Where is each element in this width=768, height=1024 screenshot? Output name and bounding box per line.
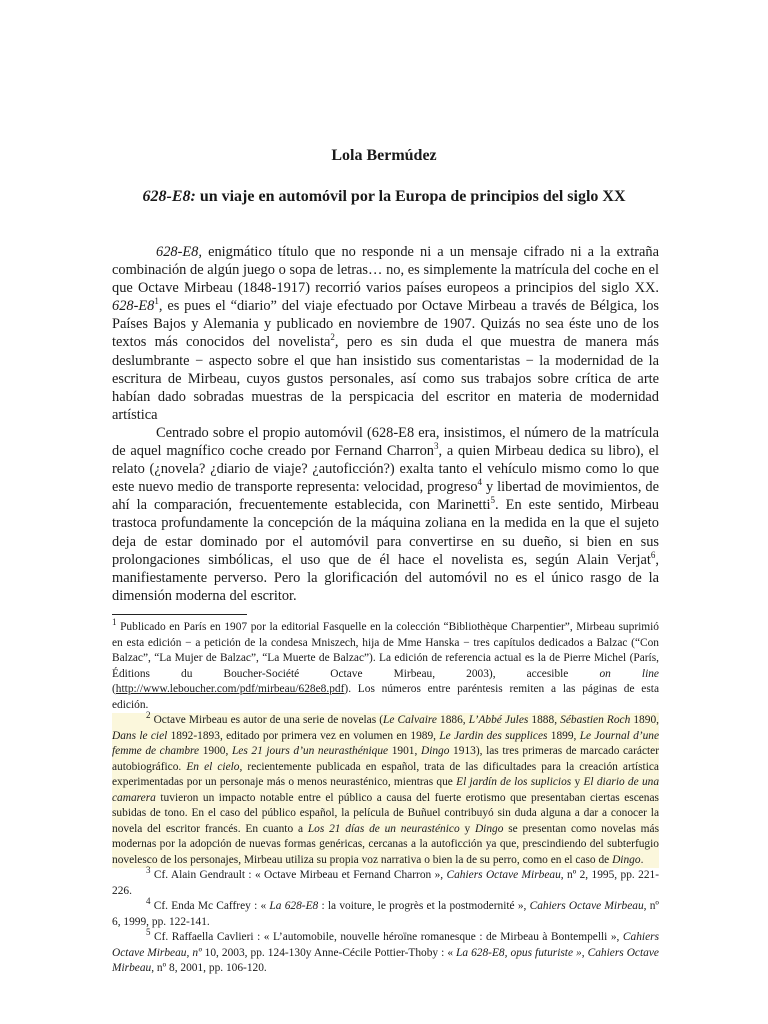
footnote-ref-6[interactable]: 6 [650, 549, 656, 560]
body-paragraph-2 [112, 424, 659, 605]
text-run: , nº 8, 2001, pp. 106-120. [151, 962, 267, 974]
italic-text: 628-E8, [156, 244, 202, 260]
italic-text: Los 21 días de un neurasténico [307, 822, 460, 835]
footnote-ref-4[interactable]: 4 [477, 477, 483, 488]
text-run: Publicado en París en 1907 por la editorial Fasquelle en la colección “Bibliothèque Charpentier”, Mirbeau suprimió en esta edición − a petición de la condesa Mniszech, hija de Mme Hanska − tres capítulos dedicados a Balzac (“Con Balzac”, “La Mujer de Balzac”, “La Muerte de Balzac”). La edición de referencia actual es la de Pierre Michel (París, Éditions du Boucher-Société Octave Mirbeau, 2003), accesible [112, 621, 659, 680]
text-run: 1886, [436, 714, 469, 726]
italic-text: Cahiers Octave Mirbeau [529, 900, 644, 912]
text-run: , nº 6, 1999, pp. 122-141. [112, 900, 659, 928]
text-run: y [459, 822, 475, 835]
italic-text: Cahiers Octave Mirbeau, nº [112, 931, 659, 959]
text-run: : la voiture, le progrès et la postmodernité », [318, 900, 530, 912]
text-run: tuvieron un impacto notable entre el público a causa del fuerte erotismo que presentaban ciertas escenas subidas de tono. En el caso del público español, la película de Buñuel contribuyó sin duda alguna a dar a conocer la novela del escritor francés. En cuanto a [112, 791, 659, 835]
italic-text: Le Jardin des supplices [439, 729, 548, 742]
text-run: Centrado sobre el propio automóvil (628-E8 era, insistimos, el número de la matrícula de aquel magnífico coche creado por Fernand Charron [112, 424, 659, 460]
text-run: , nº 2, 1995, pp. 221-226. [112, 869, 659, 897]
footnote-ref-1[interactable]: 1 [154, 296, 159, 307]
text-run: Cf. Alain Gendrault : « Octave Mirbeau et Fernand Charron », [150, 869, 447, 881]
italic-text: Le Calvaire [383, 714, 437, 726]
text-run: Cf. Enda Mc Caffrey : « [150, 900, 270, 912]
author-name: Lola Bermúdez [331, 147, 437, 164]
italic-text: El jardín de los suplicios [456, 776, 572, 788]
italic-text: En el cielo [186, 760, 240, 773]
text-run: , recientemente publicada en español, trata de las dificultades para la creación artística experimentadas por un personaje más o menos neurasténico, mientras que [112, 760, 659, 788]
text-run: Octave Mirbeau es autor de una serie de novelas ( [150, 714, 384, 726]
italic-text: Sébastien Roch [560, 714, 631, 726]
text-run: y [571, 776, 584, 788]
italic-text: Dingo [612, 853, 641, 866]
italic-text: Les 21 jours d’un neurasthénique [231, 745, 389, 757]
text-run: 1899, [547, 729, 580, 742]
italic-text: El diario de una camarera [112, 776, 660, 804]
footnotes [112, 617, 660, 977]
text-run: 1888, [528, 714, 561, 726]
title-italic-part: 628-E8: [142, 188, 196, 205]
text-run: . En este sentido, Mirbeau trastoca profundamente la concepción de la máquina zoliana en la medida en la que el sujeto deja de estar dominado por el automóvil para convertirse en su dueño, si bien en sus prolongaciones simbólicas, el uso que de él hace el novelista es, según Alain Verjat [112, 497, 660, 568]
italic-text: La 628-E8, opus futuriste » [456, 946, 582, 959]
text-run: Cf. Raffaella Cavlieri : « L’automobile, nouvelle héroïne romanesque : de Mirbeau à Bontempelli », [150, 931, 623, 943]
text-run: , pero es sin duda el que muestra de manera más deslumbrante − aspecto sobre el que han insistido sus comentaristas − la modernidad de la escritura de Mirbeau, cuyos gustos personales, así como sus trabajos sobre crítica de arte habían dado sobradas muestras de la perspicacia del escritor en materia de modernidad artística [112, 334, 659, 423]
footnote-number: 4 [146, 896, 151, 907]
text-run: 1913), las tres primeras de marcado carácter autobiográfico. [112, 745, 660, 773]
footnote-ref-2[interactable]: 2 [330, 332, 335, 343]
footnote-separator [112, 614, 247, 615]
text-run: enigmático título que no responde ni a un mensaje cifrado ni a la extraña combinación de algún juego o sopa de letras… no, es simplemente la matrícula del coche en el que Octave Mirbeau (1848-1917) recorrió varios países europeos a principios del siglo XX. [112, 244, 659, 297]
footnote-number: 3 [146, 865, 151, 876]
italic-text: on line [599, 667, 659, 680]
text-run: y libertad de movimientos, de ahí la comparación, frecuentemente establecida, con Marinetti [112, 479, 659, 514]
article-title [112, 188, 656, 206]
footnote-4 [112, 896, 659, 930]
italic-text: Dingo [420, 745, 450, 757]
italic-text: Dans le ciel [112, 729, 168, 742]
footnote-number: 2 [146, 710, 151, 721]
edition-link[interactable]: http://www.leboucher.com/pdf/mirbeau/628e8.pdf [115, 683, 345, 695]
italic-text: L’Abbé Jules [468, 714, 529, 726]
footnote-5 [112, 927, 659, 977]
body-paragraph-1 [112, 243, 659, 424]
footnote-number: 5 [146, 927, 151, 938]
italic-text: 628-E8 [112, 298, 155, 315]
text-run: se presentan como novelas más modernas por la adopción de nuevas formas genéricas, cercanas a la autoficción ya que, prescindiendo del subterfugio novelesco de los personajes, Mirbeau utiliza su propia voz narrativa o bien la de su perro, como en el caso de [112, 822, 660, 866]
text-run: , [581, 946, 588, 959]
text-run: 1890, [630, 714, 659, 726]
italic-text: La 628-E8 [269, 900, 319, 912]
text-run: , a quien Mirbeau dedica su libro), el relato (¿novela? ¿diario de viaje? ¿autoficción?) exalta tanto el vehículo mismo como lo que este nuevo medio de transporte representa: velocidad, progreso [112, 443, 659, 496]
text-run: . [640, 853, 644, 866]
footnote-ref-5[interactable]: 5 [490, 495, 496, 506]
footnote-1 [112, 617, 659, 713]
text-run: 1900, [199, 745, 232, 757]
italic-text: Dingo [474, 822, 504, 835]
text-run: ( [112, 683, 116, 695]
footnote-number: 1 [112, 617, 117, 628]
text-run: , manifiestamente perverso. Pero la glorificación del automóvil no es el único rasgo de la dimensión moderna del escritor. [112, 551, 659, 604]
text-run: 1901, [388, 745, 421, 757]
text-run: ). Los números entre paréntesis remiten a las páginas de esta edición. [112, 683, 659, 711]
body-text [112, 243, 659, 605]
text-run: 1892-1893, editado por primera vez en volumen en 1989, [167, 729, 440, 742]
italic-text: Le Journal d’une femme de chambre [112, 729, 660, 757]
italic-text: Cahiers Octave Mirbeau [112, 946, 659, 974]
footnote-3 [112, 865, 659, 899]
text-run: 10, 2003, pp. 124-130y Anne-Cécile Pottier-Thoby : « [201, 946, 457, 959]
text-run: , es pues el “diario” del viaje efectuado por Octave Mirbeau a través de Bélgica, los Países Bajos y Alemania y publicado en noviembre de 1907. Quizás no sea éste uno de los textos más conocidos del novelista [112, 298, 659, 351]
italic-text: Cahiers Octave Mirbeau [446, 869, 561, 881]
footnote-2 [112, 710, 660, 868]
title-rest: un viaje en automóvil por la Europa de principios del siglo XX [195, 188, 626, 205]
footnote-ref-3[interactable]: 3 [433, 441, 439, 452]
